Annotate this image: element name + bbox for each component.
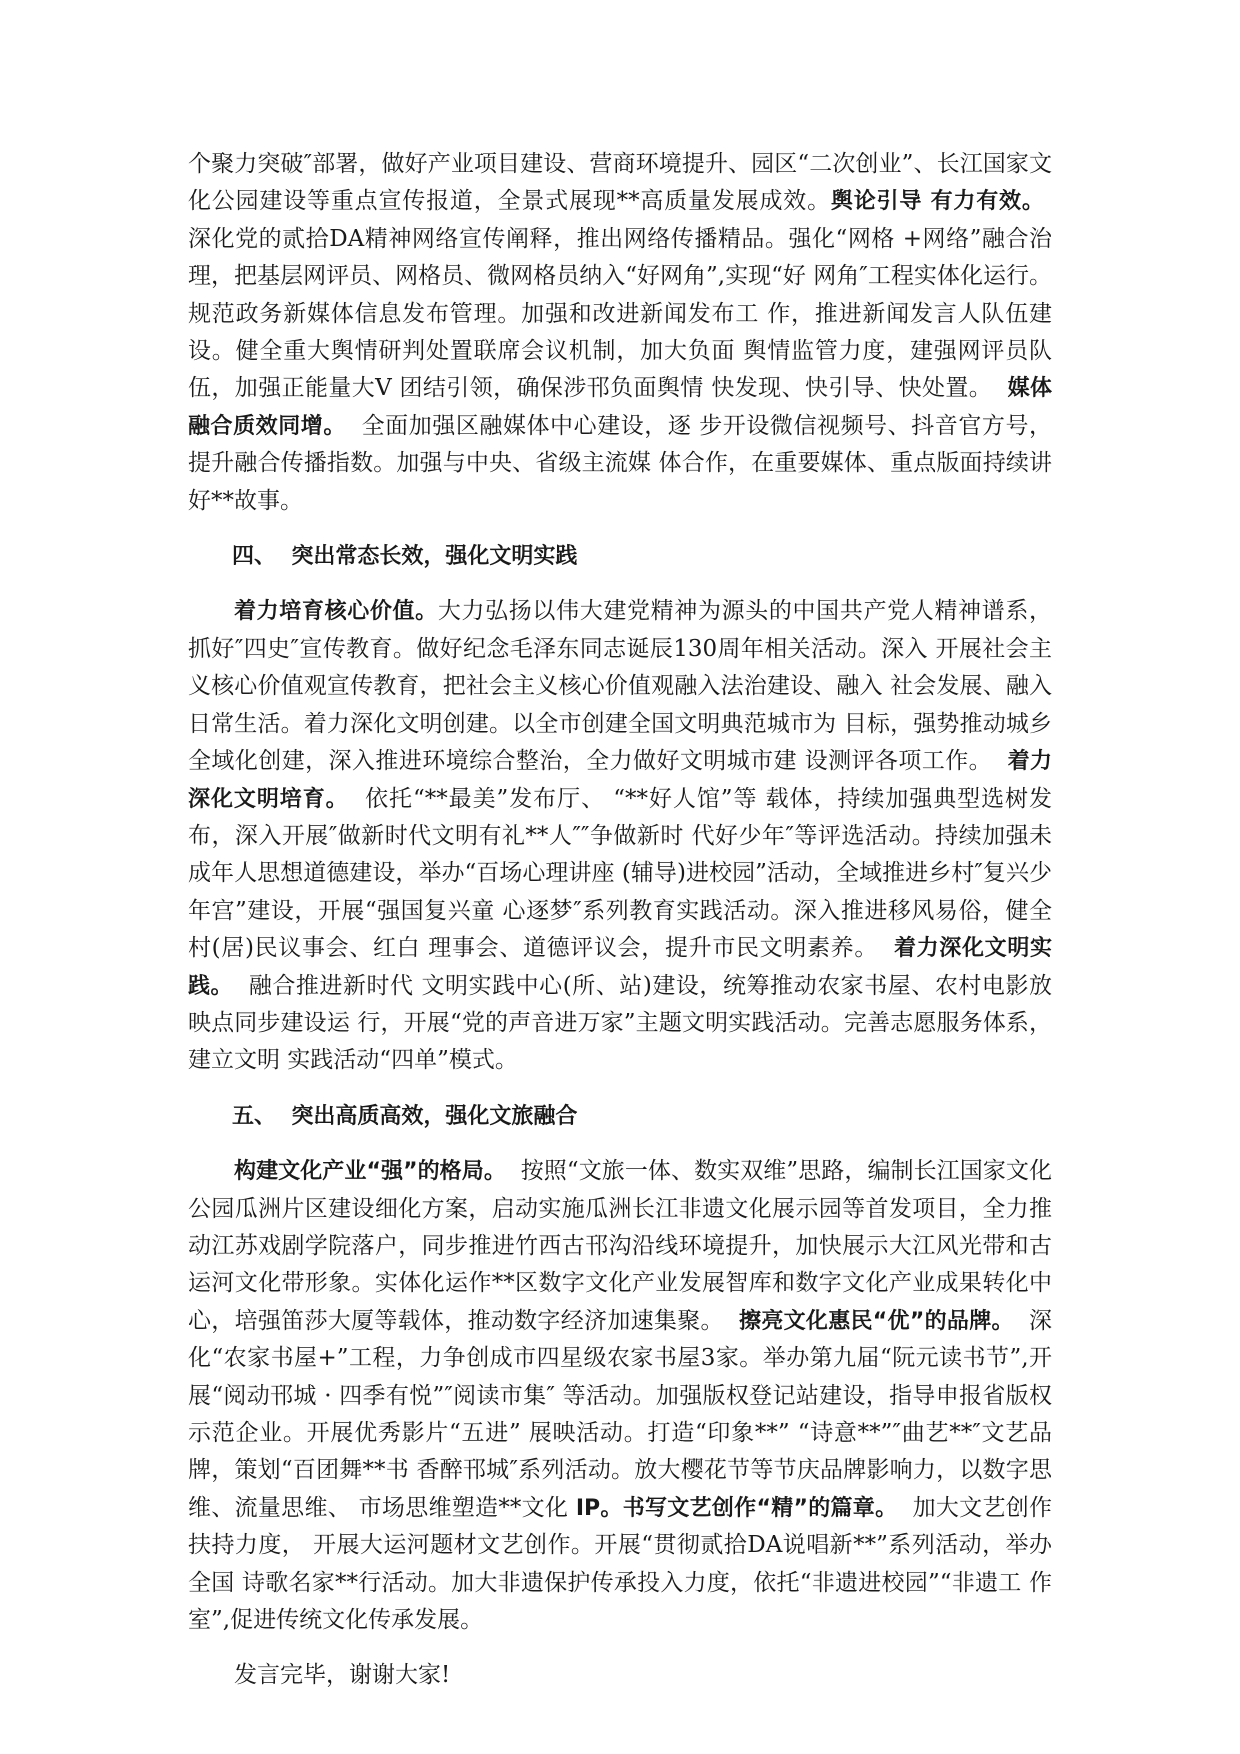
paragraph-text: 融合推进新时代 文明实践中心(所、站)建设，统筹推动农家书屋、农村电影放映点同步建设运 行，开展“党的声音进万家”主题文明实践活动。完善志愿服务体系，建立文明 实践活动“四单”模式。: [188, 972, 1053, 1074]
paragraph-culture-tourism: [188, 1153, 1052, 1639]
document-page: [188, 146, 1052, 1695]
section-heading-4: [188, 538, 1052, 575]
section-number: 五、: [232, 1103, 277, 1129]
paragraph-text: 大力弘扬以伟大建党精神为源头的中国共产党人精神谱系，抓好″四史″宣传教育。做好纪念毛泽东同志诞辰130周年相关活动。深入 开展社会主义核心价值观宣传教育，把社会主义核心价值观融入法治建设、融入 社会发展、融入日常生活。着力深化文明创建。以全市创建全国文明典范城市为 目标，强势推动城乡全域化创建，深入推进环境综合整治，全力做好文明城市建 设测评各项工作。: [188, 598, 1052, 775]
section-number: 四、: [232, 544, 277, 570]
paragraph-text: 按照“文旅一体、数实双维”思路，编制长江国家文化公园瓜洲片区建设细化方案，启动实施瓜洲长江非遗文化展示园等首发项目，全力推动江苏戏剧学院落户，同步推进竹西古邗沟沿线环境提升，加快展示大江风光带和古运河文化带形象。实体化运作**区数字文化产业发展智库和数字文化产业成果转化中心，培强笛莎大厦等载体，推动数字经济加速集聚。: [188, 1158, 1052, 1334]
bold-lead-opinion-guidance: 舆论引导 有力有效。: [830, 189, 1045, 215]
section-title: 突出常态长效，强化文明实践: [291, 544, 578, 570]
paragraph-text: 深化党的贰拾DA精神网络宣传阐释，推出网络传播精品。强化“网格 +网络”融合治理，把基层网评员、网格员、微网格员纳入“好网角”,实现“好 网角″工程实体化运行。规范政务新媒体信息发布管理。加强和改进新闻发布工 作，推进新闻发言人队伍建设。健全重大舆情研判处置联席会议机制，加大负面 舆情监管力度，建强网评员队伍，加强正能量大V 团结引领，确保涉邗负面舆情 快发现、快引导、快处置。: [188, 225, 1052, 402]
bold-lead-civilization-cultivation: 着力深化文明培育。: [188, 749, 1052, 812]
paragraph-text: 依托“**最美”发布厅、 “**好人馆”等 载体，持续加强典型选树发布，深入开展″做新时代文明有礼**人″″争做新时 代好少年″等评选活动。持续加强未成年人思想道德建设，举办“百场心理讲座 (辅导)进校园”活动，全域推进乡村″复兴少年宫”建设，开展“强国复兴童 心逐梦″系列教育实践活动。深入推进移风易俗，健全村(居)民议事会、红白 理事会、道德评议会，提升市民文明素养。: [188, 785, 1052, 962]
section-heading-5: [188, 1098, 1052, 1135]
bold-lead-cultural-industry: 构建文化产业“强”的格局。: [234, 1159, 506, 1185]
bold-lead-civilization-practice: 着力深化文明实践。: [188, 936, 1052, 999]
closing-remark: 发言完毕，谢谢大家!: [234, 1662, 451, 1689]
paragraph-text: 个聚力突破″部署，做好产业项目建设、营商环境提升、园区“二次创业”、长江国家文化公园建设等重点宣传报道，全景式展现**高质量发展成效。: [188, 151, 1052, 215]
paragraph-text: 深化“农家书屋+”工程，力争创成市四星级农家书屋3家。举办第九届“阮元读书节”,开展“阅动邗城 · 四季有悦”″阅读市集″ 等活动。加强版权登记站建设，指导申报省版权示范企业。开展优秀影片“五进” 展映活动。打造“印象**” “诗意**”″曲艺**″文艺品牌，策划“百团舞**书 香醉邗城″系列活动。放大樱花节等节庆品牌影响力，以数字思维、流量思维、 市场思维塑造**文化: [188, 1307, 1053, 1521]
bold-lead-literary-creation: IP。书写文艺创作“精”的篇章。: [575, 1495, 898, 1521]
paragraph-text: 加大文艺创作扶持力度， 开展大运河题材文艺创作。开展“贯彻贰拾DA说唱新**”系列活动，举办全国 诗歌名家**行活动。加大非遗保护传承投入力度，依托“非遗进校园”“非遗工 作室”,促进传统文化传承发展。: [188, 1494, 1053, 1634]
paragraph-civilization: [188, 593, 1052, 1079]
bold-lead-media-integration: 媒体融合质效同增。: [188, 376, 1052, 439]
section-title: 突出高质高效，强化文旅融合: [291, 1103, 578, 1129]
paragraph-public-opinion: [188, 146, 1052, 520]
paragraph-text: 全面加强区融媒体中心建设，逐 步开设微信视频号、抖音官方号，提升融合传播指数。加强与中央、省级主流媒 体合作，在重要媒体、重点版面持续讲好**故事。: [188, 412, 1052, 514]
bold-lead-cultural-benefit: 擦亮文化惠民“优”的品牌。: [739, 1308, 1014, 1334]
bold-lead-core-values: 着力培育核心价值。: [234, 599, 438, 625]
